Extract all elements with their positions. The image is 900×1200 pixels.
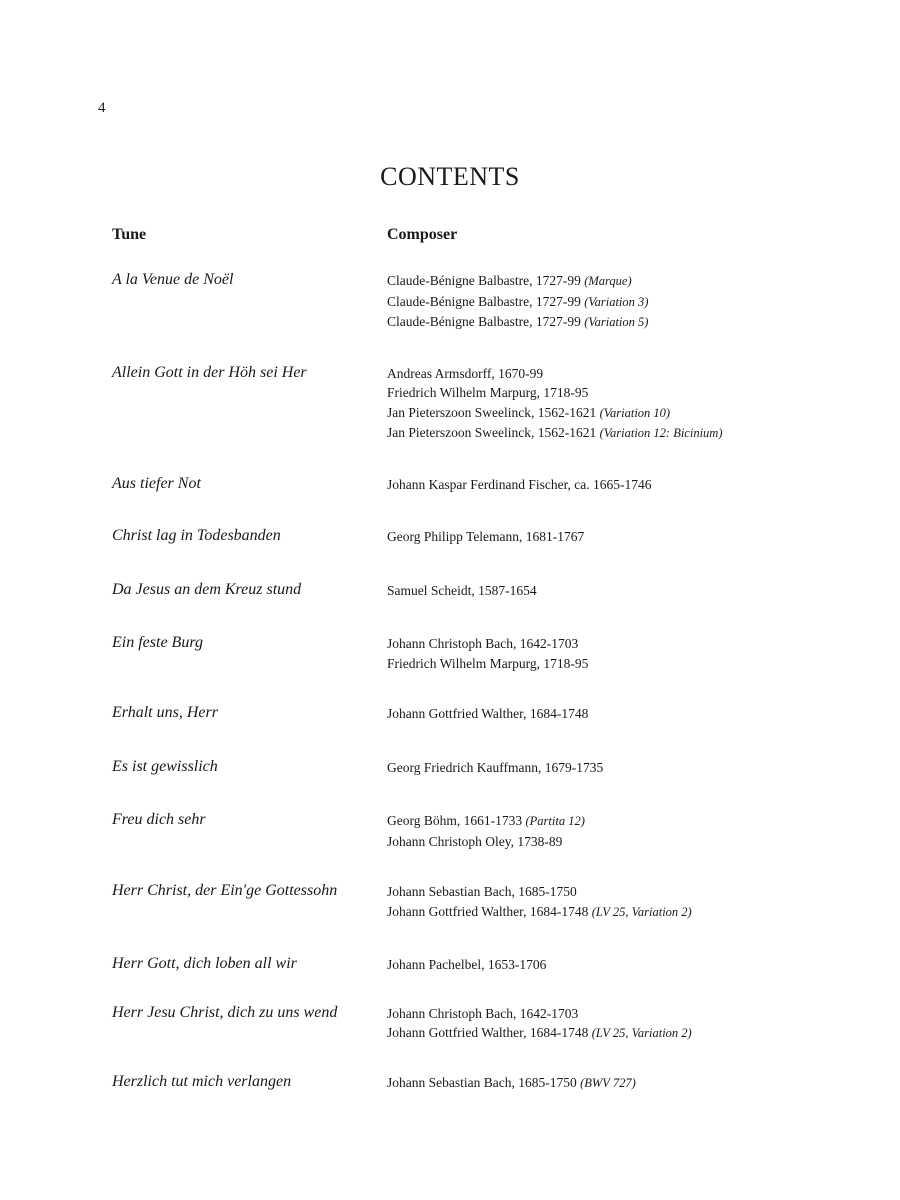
composer-note: (LV 25, Variation 2) <box>591 1026 692 1040</box>
composer-list <box>387 703 588 724</box>
contents-entry <box>112 270 812 333</box>
composer-name: Johann Christoph Oley, 1738-89 <box>387 833 563 849</box>
composer-line <box>387 312 648 333</box>
composer-line <box>387 1023 692 1044</box>
composer-line <box>387 475 652 495</box>
composer-name: Johann Sebastian Bach, 1685-1750 <box>387 884 577 899</box>
composer-line <box>387 403 723 424</box>
composer-line <box>387 902 692 923</box>
composer-name: Georg Philipp Telemann, 1681-1767 <box>387 529 585 544</box>
tune-title: Es ist gewisslich <box>112 757 218 775</box>
composer-list <box>387 474 652 495</box>
composer-line <box>387 634 588 654</box>
composer-name: Johann Gottfried Walther, 1684-1748 <box>387 706 589 721</box>
contents-entry <box>112 474 812 495</box>
composer-name: Andreas Armsdorff, 1670-99 <box>387 365 544 381</box>
contents-entry <box>112 757 812 778</box>
composer-line <box>387 758 603 778</box>
composer-note: (LV 25, Variation 2) <box>591 904 692 919</box>
contents-entry <box>112 633 812 673</box>
composer-line <box>387 1004 692 1024</box>
composer-name: Johann Kaspar Ferdinand Fischer, ca. 1665-1746 <box>387 476 652 492</box>
tune-title: Aus tiefer Not <box>112 474 201 492</box>
contents-entry <box>112 954 812 975</box>
composer-list <box>387 1072 636 1094</box>
composer-note: (Variation 5) <box>584 315 649 329</box>
composer-line <box>387 654 588 674</box>
contents-entry <box>112 363 812 444</box>
composer-note: (BWV 727) <box>580 1075 636 1090</box>
composer-name: Friedrich Wilhelm Marpurg, 1718-95 <box>387 655 589 671</box>
composer-note: (Partita 12) <box>525 814 585 828</box>
composer-name: Georg Friedrich Kauffmann, 1679-1735 <box>387 759 604 775</box>
composer-name: Johann Sebastian Bach, 1685-1750 <box>387 1074 577 1090</box>
composer-line <box>387 581 537 601</box>
composer-name: Jan Pieterszoon Sweelinck, 1562-1621 <box>387 404 597 420</box>
tune-title: Da Jesus an dem Kreuz stund <box>112 580 302 598</box>
composer-name: Claude-Bénigne Balbastre, 1727-99 <box>387 314 581 329</box>
contents-list <box>112 270 812 1093</box>
composer-list <box>387 1003 692 1044</box>
composer-name: Johann Gottfried Walther, 1684-1748 <box>387 1025 589 1040</box>
tune-title: A la Venue de Noël <box>112 271 234 288</box>
composer-list <box>387 580 537 601</box>
composer-list <box>387 881 692 922</box>
composer-note: (Marque) <box>584 274 632 288</box>
composer-name: Claude-Bénigne Balbastre, 1727-99 <box>387 293 581 309</box>
composer-list <box>387 270 648 333</box>
composer-list <box>387 757 603 778</box>
composer-name: Johann Gottfried Walther, 1684-1748 <box>387 903 589 919</box>
tune-title: Herzlich tut mich verlangen <box>112 1072 292 1090</box>
tune-title: Christ lag in Todesbanden <box>112 527 281 544</box>
composer-line <box>387 423 723 444</box>
composer-line <box>387 832 585 852</box>
contents-entry <box>112 810 812 851</box>
composer-note: (Variation 12: Bicinium) <box>599 426 723 440</box>
tune-title: Freu dich sehr <box>112 811 206 828</box>
contents-entry <box>112 580 812 601</box>
contents-entry <box>112 1003 812 1044</box>
composer-name: Samuel Scheidt, 1587-1654 <box>387 582 537 598</box>
composer-name: Claude-Bénigne Balbastre, 1727-99 <box>387 273 581 288</box>
contents-entry <box>112 526 812 547</box>
composer-name: Johann Christoph Bach, 1642-1703 <box>387 1005 579 1021</box>
composer-note: (Variation 3) <box>584 294 649 309</box>
composer-name: Georg Böhm, 1661-1733 <box>387 813 523 828</box>
tune-title: Herr Gott, dich loben all wir <box>112 955 297 972</box>
composer-list <box>387 633 588 673</box>
tune-title: Ein feste Burg <box>112 634 203 651</box>
tune-title: Herr Jesu Christ, dich zu uns wend <box>112 1003 338 1021</box>
composer-line <box>387 882 692 902</box>
tune-column-header: Tune <box>112 226 147 243</box>
composer-column-header: Composer <box>387 226 458 243</box>
composer-list <box>387 810 585 851</box>
composer-list <box>387 526 584 547</box>
contents-entry <box>112 1072 812 1094</box>
composer-note: (Variation 10) <box>599 405 671 420</box>
composer-line <box>387 383 723 403</box>
composer-list <box>387 363 723 444</box>
composer-line <box>387 292 648 313</box>
composer-line <box>387 527 584 547</box>
composer-line <box>387 271 648 292</box>
composer-name: Johann Pachelbel, 1653-1706 <box>387 957 547 972</box>
contents-entry <box>112 881 812 922</box>
composer-line <box>387 955 546 975</box>
composer-name: Johann Christoph Bach, 1642-1703 <box>387 636 579 651</box>
tune-title: Allein Gott in der Höh sei Her <box>112 363 307 381</box>
page-number: 4 <box>98 100 106 116</box>
composer-line <box>387 811 585 832</box>
tune-title: Herr Christ, der Ein'ge Gottessohn <box>112 882 338 899</box>
composer-name: Jan Pieterszoon Sweelinck, 1562-1621 <box>387 425 597 440</box>
page-title: CONTENTS <box>380 162 520 191</box>
composer-line <box>387 1073 636 1094</box>
composer-line <box>387 364 723 384</box>
tune-title: Erhalt uns, Herr <box>112 704 218 721</box>
composer-name: Friedrich Wilhelm Marpurg, 1718-95 <box>387 385 589 400</box>
composer-list <box>387 954 546 975</box>
composer-line <box>387 704 588 724</box>
contents-entry <box>112 703 812 724</box>
